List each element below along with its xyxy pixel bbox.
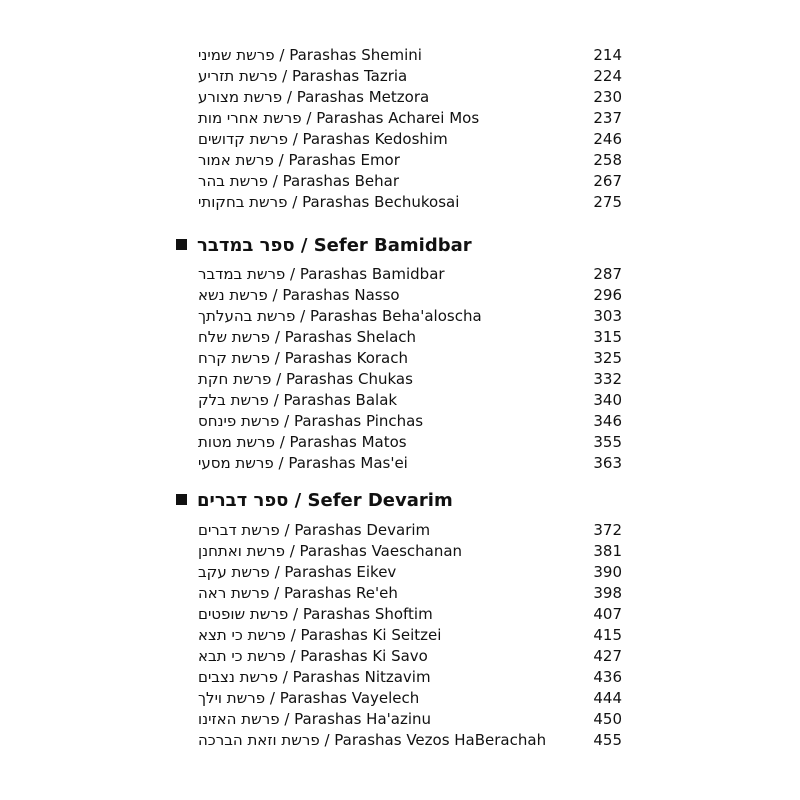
entry-name: Parashas Nitzavim bbox=[292, 668, 431, 686]
entry-name: Parashas Eikev bbox=[284, 563, 397, 581]
entry-name: Parashas Metzora bbox=[296, 88, 430, 106]
page-number: 303 bbox=[593, 307, 622, 325]
entry-hebrew: פרשת אמור bbox=[198, 151, 274, 169]
toc-entry bbox=[198, 709, 622, 730]
entry-hebrew: פרשת ואתחנן bbox=[198, 542, 285, 560]
page-number: 315 bbox=[593, 328, 622, 346]
page-number: 340 bbox=[593, 391, 622, 409]
entry-name: Parashas Beha'aloscha bbox=[309, 307, 482, 325]
entry-hebrew: פרשת שמיני bbox=[198, 46, 275, 64]
separator: / bbox=[279, 521, 295, 539]
square-bullet-icon bbox=[176, 239, 187, 250]
page-number: 450 bbox=[593, 710, 622, 728]
entry-hebrew: פרשת דברים bbox=[198, 521, 280, 539]
entry-name: Parashas Devarim bbox=[294, 521, 431, 539]
toc-entry bbox=[198, 108, 622, 129]
page-number: 287 bbox=[593, 265, 622, 283]
toc-entry bbox=[198, 129, 622, 150]
page-number: 455 bbox=[593, 731, 622, 749]
separator: / bbox=[271, 370, 286, 388]
separator: / bbox=[279, 412, 294, 430]
entry-hebrew: פרשת נשא bbox=[198, 286, 268, 304]
separator: / bbox=[270, 349, 285, 367]
separator: / bbox=[265, 689, 280, 707]
page-number: 444 bbox=[593, 689, 622, 707]
separator: / bbox=[277, 668, 293, 686]
entry-name: Parashas Behar bbox=[282, 172, 400, 190]
page-number: 275 bbox=[593, 193, 622, 211]
entry-hebrew: פרשת במדבר bbox=[198, 265, 286, 283]
toc-entry bbox=[198, 390, 622, 411]
section-header bbox=[176, 488, 453, 514]
entry-name: Parashas Acharei Mos bbox=[316, 109, 480, 127]
page-number: 267 bbox=[593, 172, 622, 190]
separator: / bbox=[319, 731, 335, 749]
page-number: 332 bbox=[593, 370, 622, 388]
toc-entry bbox=[198, 520, 622, 541]
separator: / bbox=[270, 328, 285, 346]
toc-entry bbox=[198, 369, 622, 390]
toc-entry bbox=[198, 541, 622, 562]
page-number: 230 bbox=[593, 88, 622, 106]
separator: / bbox=[273, 454, 289, 472]
page-number: 436 bbox=[593, 668, 622, 686]
toc-entry bbox=[198, 264, 622, 285]
entry-name: Parashas Nasso bbox=[282, 286, 400, 304]
entry-name: Parashas Chukas bbox=[285, 370, 413, 388]
entry-hebrew: פרשת בלק bbox=[198, 391, 269, 409]
entry-name: Parashas Re'eh bbox=[283, 584, 398, 602]
entry-name: Parashas Matos bbox=[289, 433, 407, 451]
toc-entry bbox=[198, 583, 622, 604]
separator: / bbox=[294, 235, 314, 256]
toc-entry bbox=[198, 45, 622, 66]
entry-hebrew: פרשת מטות bbox=[198, 433, 275, 451]
separator: / bbox=[268, 172, 283, 190]
toc-entry bbox=[198, 667, 622, 688]
entry-name: Parashas Vezos HaBerachah bbox=[334, 731, 547, 749]
entry-hebrew: פרשת מסעי bbox=[198, 454, 274, 472]
page-number: 214 bbox=[593, 46, 622, 64]
page-number: 390 bbox=[593, 563, 622, 581]
toc-entry bbox=[198, 625, 622, 646]
page-number: 407 bbox=[593, 605, 622, 623]
entry-name: Parashas Bechukosai bbox=[302, 193, 460, 211]
separator: / bbox=[282, 88, 297, 106]
section-header bbox=[176, 233, 472, 259]
entry-hebrew: פרשת כי תצא bbox=[198, 626, 286, 644]
toc-entry bbox=[198, 66, 622, 87]
entry-hebrew: פרשת אחרי מות bbox=[198, 109, 302, 127]
separator: / bbox=[285, 265, 300, 283]
page-number: 325 bbox=[593, 349, 622, 367]
page-number: 237 bbox=[593, 109, 622, 127]
separator: / bbox=[288, 605, 303, 623]
entry-name: Parashas Shoftim bbox=[302, 605, 433, 623]
separator: / bbox=[287, 130, 303, 148]
entry-hebrew: פרשת וילך bbox=[198, 689, 266, 707]
toc-entry bbox=[198, 192, 622, 213]
section-hebrew: ספר במדבר bbox=[197, 235, 295, 256]
entry-hebrew: פרשת עקב bbox=[198, 563, 270, 581]
entry-hebrew: פרשת כי תבא bbox=[198, 647, 286, 665]
section-title: Sefer Bamidbar bbox=[313, 235, 472, 256]
entry-hebrew: פרשת שלח bbox=[198, 328, 271, 346]
entry-hebrew: פרשת תזריע bbox=[198, 67, 278, 85]
entry-name: Parashas Ha'azinu bbox=[294, 710, 432, 728]
page-number: 363 bbox=[593, 454, 622, 472]
toc-entry bbox=[198, 730, 622, 751]
toc-entry bbox=[198, 285, 622, 306]
entry-hebrew: פרשת מצורע bbox=[198, 88, 283, 106]
entry-name: Parashas Shelach bbox=[284, 328, 417, 346]
entry-name: Parashas Pinchas bbox=[293, 412, 424, 430]
toc-entry bbox=[198, 432, 622, 453]
toc-entry bbox=[198, 171, 622, 192]
entry-name: Parashas Kedoshim bbox=[302, 130, 448, 148]
entry-hebrew: פרשת האזינו bbox=[198, 710, 280, 728]
entry-name: Parashas Emor bbox=[288, 151, 400, 169]
separator: / bbox=[274, 46, 290, 64]
page-number: 224 bbox=[593, 67, 622, 85]
page-number: 381 bbox=[593, 542, 622, 560]
toc-entry bbox=[198, 411, 622, 432]
toc-entry bbox=[198, 87, 622, 108]
entry-name: Parashas Korach bbox=[284, 349, 408, 367]
toc-entry bbox=[198, 688, 622, 709]
entry-hebrew: פרשת פינחס bbox=[198, 412, 280, 430]
toc-entry bbox=[198, 348, 622, 369]
section-title: Sefer Devarim bbox=[307, 490, 453, 511]
page-number: 346 bbox=[593, 412, 622, 430]
entry-hebrew: פרשת חקת bbox=[198, 370, 272, 388]
entry-name: Parashas Shemini bbox=[289, 46, 422, 64]
entry-name: Parashas Ki Seitzei bbox=[300, 626, 442, 644]
entry-name: Parashas Ki Savo bbox=[300, 647, 428, 665]
toc-entry bbox=[198, 604, 622, 625]
toc-entry bbox=[198, 150, 622, 171]
entry-name: Parashas Tazria bbox=[291, 67, 408, 85]
toc-entry bbox=[198, 646, 622, 667]
toc-entry bbox=[198, 453, 622, 474]
separator: / bbox=[285, 626, 301, 644]
separator: / bbox=[269, 563, 285, 581]
square-bullet-icon bbox=[176, 494, 187, 505]
separator: / bbox=[285, 647, 301, 665]
entry-hebrew: פרשת קרח bbox=[198, 349, 270, 367]
entry-name: Parashas Mas'ei bbox=[288, 454, 408, 472]
section-hebrew: ספר דברים bbox=[197, 490, 289, 511]
entry-hebrew: פרשת ראה bbox=[198, 584, 270, 602]
separator: / bbox=[277, 67, 292, 85]
entry-hebrew: פרשת בהעלתך bbox=[198, 307, 296, 325]
separator: / bbox=[268, 391, 284, 409]
entry-hebrew: פרשת שופטים bbox=[198, 605, 289, 623]
page-number: 398 bbox=[593, 584, 622, 602]
toc-entry bbox=[198, 562, 622, 583]
toc-entry bbox=[198, 327, 622, 348]
page-number: 258 bbox=[593, 151, 622, 169]
page-number: 355 bbox=[593, 433, 622, 451]
entry-name: Parashas Bamidbar bbox=[299, 265, 445, 283]
separator: / bbox=[301, 109, 317, 127]
page-number: 415 bbox=[593, 626, 622, 644]
separator: / bbox=[284, 542, 300, 560]
page-number: 427 bbox=[593, 647, 622, 665]
separator: / bbox=[288, 490, 308, 511]
page-number: 296 bbox=[593, 286, 622, 304]
separator: / bbox=[273, 151, 289, 169]
separator: / bbox=[269, 584, 284, 602]
entry-hebrew: פרשת קדושים bbox=[198, 130, 288, 148]
page-number: 246 bbox=[593, 130, 622, 148]
entry-name: Parashas Vaeschanan bbox=[299, 542, 463, 560]
entry-name: Parashas Vayelech bbox=[279, 689, 420, 707]
page-number: 372 bbox=[593, 521, 622, 539]
separator: / bbox=[295, 307, 310, 325]
entry-hebrew: פרשת בחקותי bbox=[198, 193, 288, 211]
entry-hebrew: פרשת וזאת הברכה bbox=[198, 731, 320, 749]
entry-name: Parashas Balak bbox=[283, 391, 398, 409]
separator: / bbox=[279, 710, 295, 728]
toc-entry bbox=[198, 306, 622, 327]
entry-hebrew: פרשת נצבים bbox=[198, 668, 278, 686]
separator: / bbox=[267, 286, 283, 304]
separator: / bbox=[274, 433, 290, 451]
entry-hebrew: פרשת בהר bbox=[198, 172, 269, 190]
separator: / bbox=[287, 193, 303, 211]
